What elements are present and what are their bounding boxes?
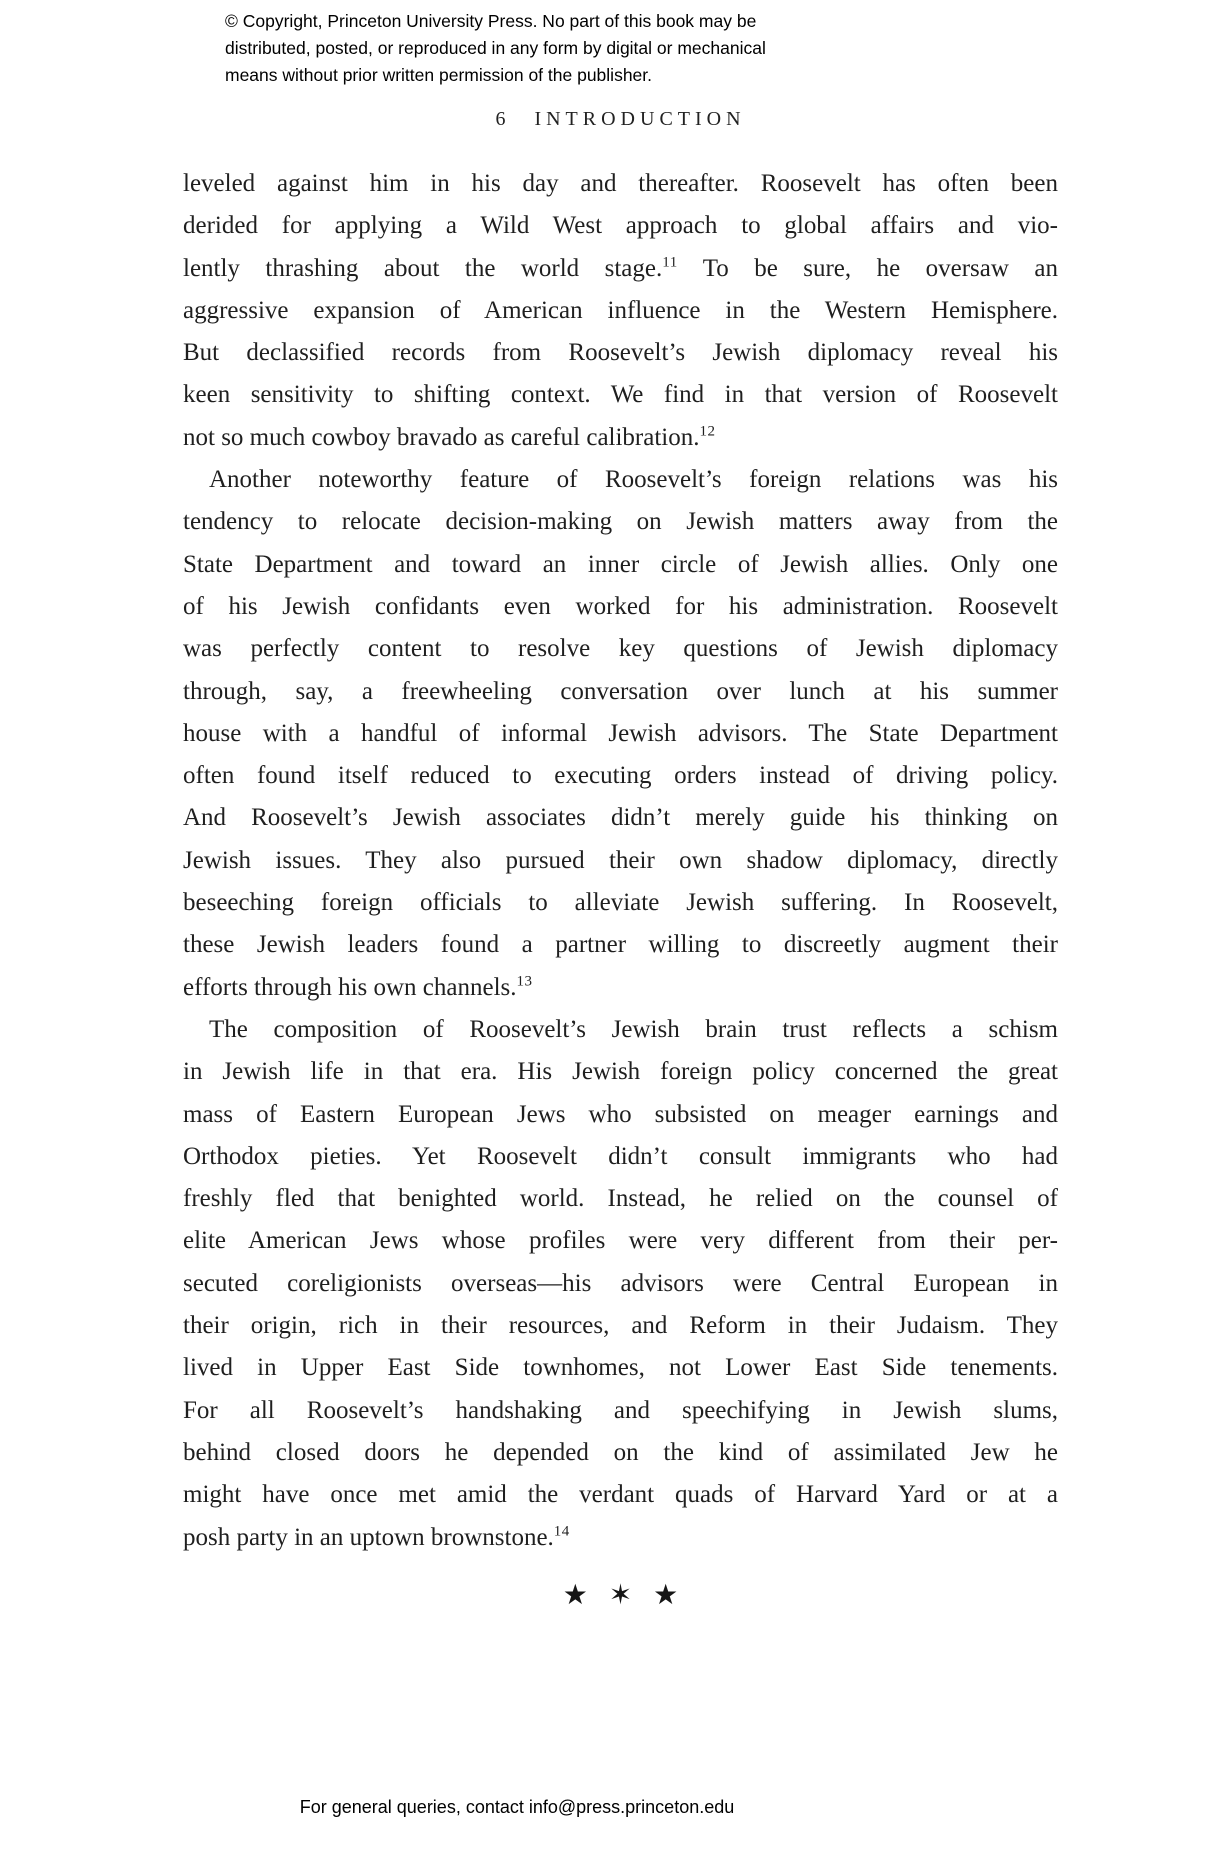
text-line: elite American Jews whose profiles were very different from their per- [183,1227,1058,1255]
text-line: was perfectly content to resolve key questions of Jewish diplomacy [183,635,1058,663]
text-line: For all Roosevelt’s handshaking and speechifying in Jewish slums, [183,1396,1058,1424]
paragraph [183,1009,1058,1559]
page-number: 6 [495,108,507,130]
copyright-notice [225,8,766,89]
five-pointed-star-icon: ★ [562,1578,588,1611]
text-line: secuted coreligionists overseas—his advisors were Central European in [183,1269,1058,1297]
text-line: not so much cowboy bravado as careful calibration.$^{12}$ [183,423,716,451]
text-line: Orthodox pieties. Yet Roosevelt didn’t consult immigrants who had [183,1142,1058,1170]
text-line: posh party in an uptown brownstone.$^{14}$ [183,1523,570,1551]
text-line: lently thrashing about the world stage.$^{11}$ To be sure, he oversaw an [183,254,1058,282]
running-head [183,108,1058,131]
text-line: behind closed doors he depended on the kind of assimilated Jew he [183,1438,1058,1466]
paragraph [183,163,1058,459]
text-line: mass of Eastern European Jews who subsisted on meager earnings and [183,1100,1058,1128]
text-line: their origin, rich in their resources, and Reform in their Judaism. They [183,1312,1058,1340]
text-line: State Department and toward an inner circle of Jewish allies. Only one [183,550,1058,578]
six-pointed-star-icon: ✶ [608,1578,633,1611]
chapter-title: INTRODUCTION [534,108,746,130]
text-line: freshly fled that benighted world. Instead, he relied on the counsel of [183,1185,1058,1213]
footnote-marker: 12 [699,423,716,440]
text-line: these Jewish leaders found a partner willing to discreetly augment their [183,931,1058,959]
text-line: beseeching foreign officials to alleviate Jewish suffering. In Roosevelt, [183,889,1058,917]
text-line: Another noteworthy feature of Roosevelt’s foreign relations was his [209,466,1058,494]
text-line: aggressive expansion of American influence in the Western Hemisphere. [183,296,1058,324]
text-line: house with a handful of informal Jewish advisors. The State Department [183,719,1058,747]
body-text [183,163,1058,1559]
footnote-marker: 11 [662,254,678,271]
paragraph [183,459,1058,1009]
text-line: And Roosevelt’s Jewish associates didn’t merely guide his thinking on [183,804,1058,832]
text-line: Jewish issues. They also pursued their own shadow diplomacy, directly [183,846,1058,874]
copyright-line-1: © Copyright, Princeton University Press. No part of this book may be [225,11,757,31]
text-line: But declassified records from Roosevelt’s Jewish diplomacy reveal his [183,339,1058,367]
copyright-line-3: means without prior written permission of the publisher. [225,65,653,85]
text-line: leveled against him in his day and thereafter. Roosevelt has often been [183,170,1058,197]
footer-contact: For general queries, contact info@press.princeton.edu [299,1797,735,1817]
text-line: lived in Upper East Side townhomes, not Lower East Side tenements. [183,1354,1058,1382]
text-line: derided for applying a Wild West approach to global affairs and vio- [183,212,1058,240]
text-line: in Jewish life in that era. His Jewish foreign policy concerned the great [183,1058,1058,1086]
five-pointed-star-icon: ★ [653,1578,679,1611]
section-break-stars [183,1578,1058,1611]
text-line: tendency to relocate decision-making on Jewish matters away from the [183,508,1058,536]
text-line: through, say, a freewheeling conversation over lunch at his summer [183,677,1058,705]
text-line: often found itself reduced to executing orders instead of driving policy. [183,762,1058,790]
copyright-line-2: distributed, posted, or reproduced in any form by digital or mechanical [225,38,766,58]
text-line: efforts through his own channels.$^{13}$ [183,973,533,1001]
text-line: might have once met amid the verdant quads of Harvard Yard or at a [183,1481,1058,1509]
text-line: keen sensitivity to shifting context. We find in that version of Roosevelt [183,381,1058,409]
text-line: of his Jewish confidants even worked for his administration. Roosevelt [183,592,1058,620]
footnote-marker: 13 [516,973,533,990]
text-line: The composition of Roosevelt’s Jewish brain trust reflects a schism [209,1015,1058,1043]
footnote-marker: 14 [553,1523,570,1540]
